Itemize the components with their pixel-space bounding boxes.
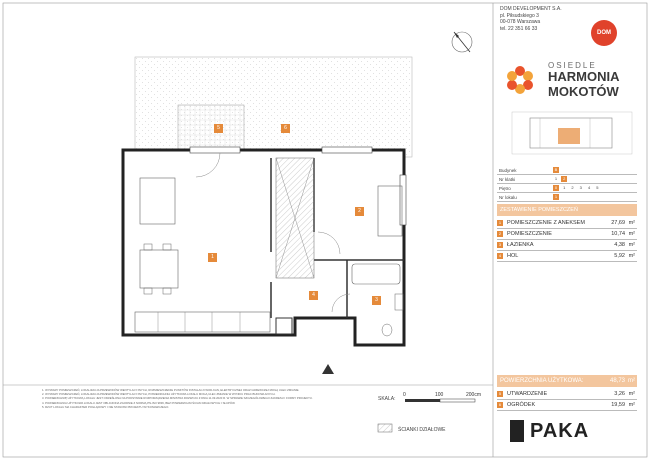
developer-city: 00-078 Warszawa	[500, 19, 541, 25]
room-name: POMIESZCZENIE	[507, 231, 552, 237]
info-value: 3	[579, 185, 582, 190]
outdoor-area: 3,26	[614, 391, 625, 397]
scale-tick-0: 0	[403, 392, 406, 398]
info-value: 2	[563, 176, 566, 181]
key-plan-thumbnail	[512, 112, 632, 154]
scale-tick-100: 100	[435, 392, 444, 398]
room-name: HOL	[507, 253, 519, 259]
room-number: 2	[498, 231, 502, 236]
outdoor-list	[497, 389, 637, 411]
info-value: 4	[587, 185, 591, 190]
outdoor-area: 19,59	[611, 402, 625, 408]
info-value: 5	[596, 185, 599, 190]
room-unit: m²	[628, 253, 635, 259]
room-unit: m²	[628, 231, 635, 237]
room-area: 10,74	[611, 231, 625, 237]
info-row-building	[497, 166, 637, 175]
outdoor-name: UTWARDZENIE	[507, 391, 548, 397]
note-line: 5. RZUT LOKALU MA CHARAKTER POGLĄDOWY I NIE STANOWI PROJEKTU WYKONAWCZEGO.	[42, 404, 170, 409]
info-value: 1	[563, 185, 566, 190]
outdoor-name: OGRÓDEK	[507, 402, 536, 408]
note-line: 3. POWIERZCHNIĘ UŻYTKOWĄ LOKALU JEST OKREŚLONA NA PODSTAWIE ROZPORZĄDZENIA MINISTRA ROZWOJU Z DNIA 11.09.2020 R. W SPRAWIE SZCZEGÓŁOWEGO ZAKRESU I FORMY PROJEKTU.	[42, 396, 313, 401]
room-name: ŁAZIENKA	[507, 242, 534, 248]
compass-icon	[452, 32, 472, 52]
info-value: 2	[571, 185, 574, 190]
developer-phone: tel. 22 351 66 33	[500, 25, 538, 32]
outdoor-row	[497, 389, 637, 400]
note-line: 2. WYMIARY POMIESZCZEŃ, LOKALIZACJA PRZEWODÓW WENTYLACYJNYCH, POWIERZCHNIA UŻYTKOWA LOKALU MOGĄ ULEC ZMIANIE W WYNIKU PRAC BUDOWLANYCH.	[42, 392, 276, 397]
usable-area-unit: m²	[628, 378, 635, 384]
room-name: POMIESZCZENIE Z ANEKSEM	[507, 220, 585, 226]
info-value: 1	[554, 176, 558, 181]
notes-block	[42, 388, 372, 409]
room-row	[497, 229, 637, 240]
project-line-1: OSIEDLE	[548, 61, 597, 70]
developer-street: pl. Piłsudskiego 3	[500, 12, 539, 19]
info-row-unit	[497, 193, 637, 202]
room-unit: m²	[628, 220, 635, 226]
paka-brand: PAKA	[530, 420, 590, 442]
project-line-3: MOKOTÓW	[548, 84, 619, 99]
room-area: 5,92	[614, 253, 625, 259]
outdoor-number: 5	[498, 391, 502, 396]
scale-bar	[405, 399, 475, 402]
plan-room-2-badge: 2	[355, 207, 364, 216]
plan-room-1-badge: 1	[208, 253, 217, 262]
scale-label: SKALA:	[378, 396, 396, 402]
plan-room-4-badge: 4	[309, 291, 318, 300]
outdoor-row	[497, 400, 637, 411]
room-area: 27,69	[611, 220, 625, 226]
harmonia-logo-icon	[507, 66, 533, 94]
info-label: Budynek	[497, 166, 551, 175]
developer-info	[500, 6, 592, 32]
walls-legend: ŚCIANKI DZIAŁOWE	[398, 427, 446, 433]
usable-area-value: 48,73	[609, 378, 625, 384]
outdoor-unit: m²	[628, 402, 635, 408]
room-row	[497, 251, 637, 262]
room-number: 1	[498, 220, 502, 225]
unit-info-table	[497, 166, 637, 202]
project-line-2: HARMONIA	[548, 69, 620, 84]
scale-tick-200: 200cm	[466, 392, 482, 398]
plan-room-3-badge: 3	[372, 296, 381, 305]
room-number: 3	[498, 242, 502, 247]
info-value: 0	[554, 185, 558, 190]
outdoor-number: 6	[498, 402, 502, 407]
info-label: Piętro	[497, 184, 551, 193]
room-row	[497, 240, 637, 251]
note-line: 4. POWIERZCHNIA UŻYTKOWA LOKALU JEST OBLICZONA ZGODNIE Z NORMĄ PN-ISO 9836, BEZ POWIERZCHNI ŚCIAN DZIAŁOWYCH I SŁUPÓW.	[42, 400, 236, 405]
plan-room-5-badge: 5	[214, 124, 223, 133]
developer-name: DOM DEVELOPMENT S.A.	[500, 6, 562, 12]
info-row-floor	[497, 184, 637, 193]
info-label: Nr klatki	[497, 175, 551, 184]
plan-room-6-badge: 6	[281, 124, 290, 133]
usable-area-label: POWIERZCHNIA UŻYTKOWA:	[500, 378, 584, 384]
dom-logo-icon: DOM	[591, 20, 617, 46]
note-line: 1. WYMIARY POMIESZCZEŃ, LOKALIZACJA PRZEWODÓW WENTYLACYJNYCH, ROZMIESZCZENIE PUNKTÓW INSTALACJI WOD-KAN, ELEKTRYCZNEJ ORAZ GRZEWCZEJ MOGĄ ULEC ZMIANIE.	[42, 388, 300, 392]
info-label: Nr lokalu	[497, 193, 551, 202]
info-value: B	[554, 167, 558, 172]
room-unit: m²	[628, 242, 635, 248]
info-value: 1	[554, 194, 558, 199]
usable-area-bar	[497, 375, 637, 387]
room-area: 4,38	[614, 242, 625, 248]
info-row-stair	[497, 175, 637, 184]
outdoor-unit: m²	[628, 391, 635, 397]
room-row	[497, 218, 637, 229]
rooms-list	[497, 218, 637, 262]
room-number: 4	[498, 253, 502, 258]
rooms-title: ZESTAWIENIE POMIESZCZEŃ	[497, 204, 637, 216]
